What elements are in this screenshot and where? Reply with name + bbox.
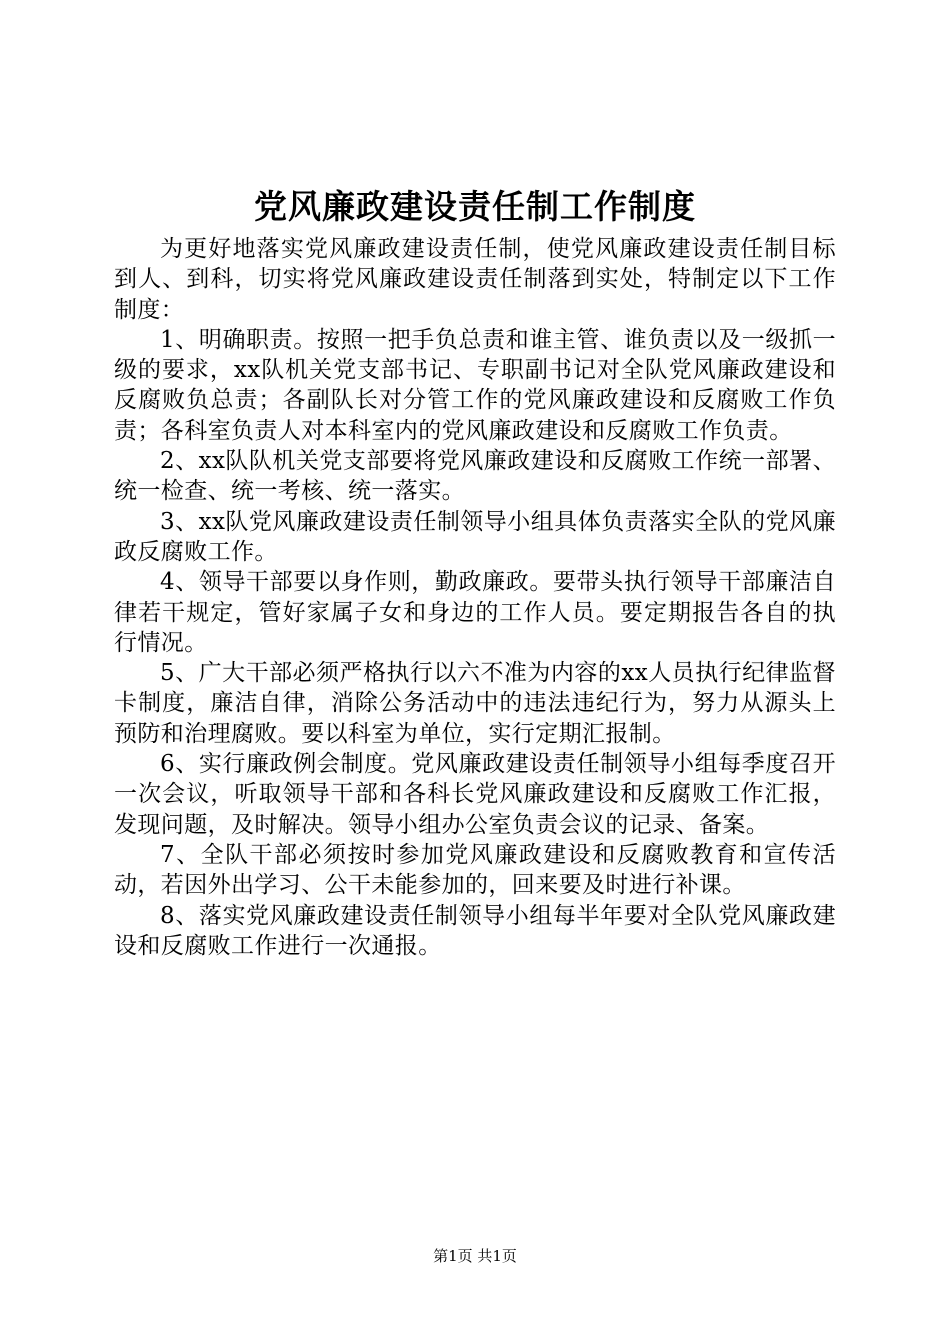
paragraph-item-2: 2、xx队队机关党支部要将党风廉政建设和反腐败工作统一部署、统一检查、统一考核、统一落实。 — [114, 448, 836, 505]
paragraph-item-8: 8、落实党风廉政建设责任制领导小组每半年要对全队党风廉政建设和反腐败工作进行一次通报。 — [114, 902, 836, 959]
page-footer: 第1页 共1页 — [433, 1247, 517, 1265]
paragraph-item-1: 1、明确职责。按照一把手负总责和谁主管、谁负责以及一级抓一级的要求，xx队机关党支部书记、专职副书记对全队党风廉政建设和反腐败负总责；各副队长对分管工作的党风廉政建设和反腐败工作负责；各科室负责人对本科室内的党风廉政建设和反腐败工作负责。 — [114, 326, 836, 444]
paragraph-intro: 为更好地落实党风廉政建设责任制，使党风廉政建设责任制目标到人、到科，切实将党风廉政建设责任制落到实处，特制定以下工作制度： — [114, 236, 836, 323]
paragraph-item-7: 7、全队干部必须按时参加党风廉政建设和反腐败教育和宣传活动，若因外出学习、公干未能参加的，回来要及时进行补课。 — [114, 841, 836, 899]
paragraph-item-6: 6、实行廉政例会制度。党风廉政建设责任制领导小组每季度召开一次会议，听取领导干部和各科长党风廉政建设和反腐败工作汇报，发现问题，及时解决。领导小组办公室负责会议的记录、备案。 — [114, 751, 836, 838]
document-body — [114, 234, 836, 961]
document-title: 党风廉政建设责任制工作制度 — [254, 187, 696, 226]
paragraph-item-3: 3、xx队党风廉政建设责任制领导小组具体负责落实全队的党风廉政反腐败工作。 — [114, 508, 836, 565]
paragraph-item-4: 4、领导干部要以身作则，勤政廉政。要带头执行领导干部廉洁自律若干规定，管好家属子女和身边的工作人员。要定期报告各自的执行情况。 — [114, 569, 836, 656]
paragraph-item-5: 5、广大干部必须严格执行以六不准为内容的xx人员执行纪律监督卡制度，廉洁自律，消除公务活动中的违法违纪行为，努力从源头上预防和治理腐败。要以科室为单位，实行定期汇报制。 — [114, 660, 836, 747]
